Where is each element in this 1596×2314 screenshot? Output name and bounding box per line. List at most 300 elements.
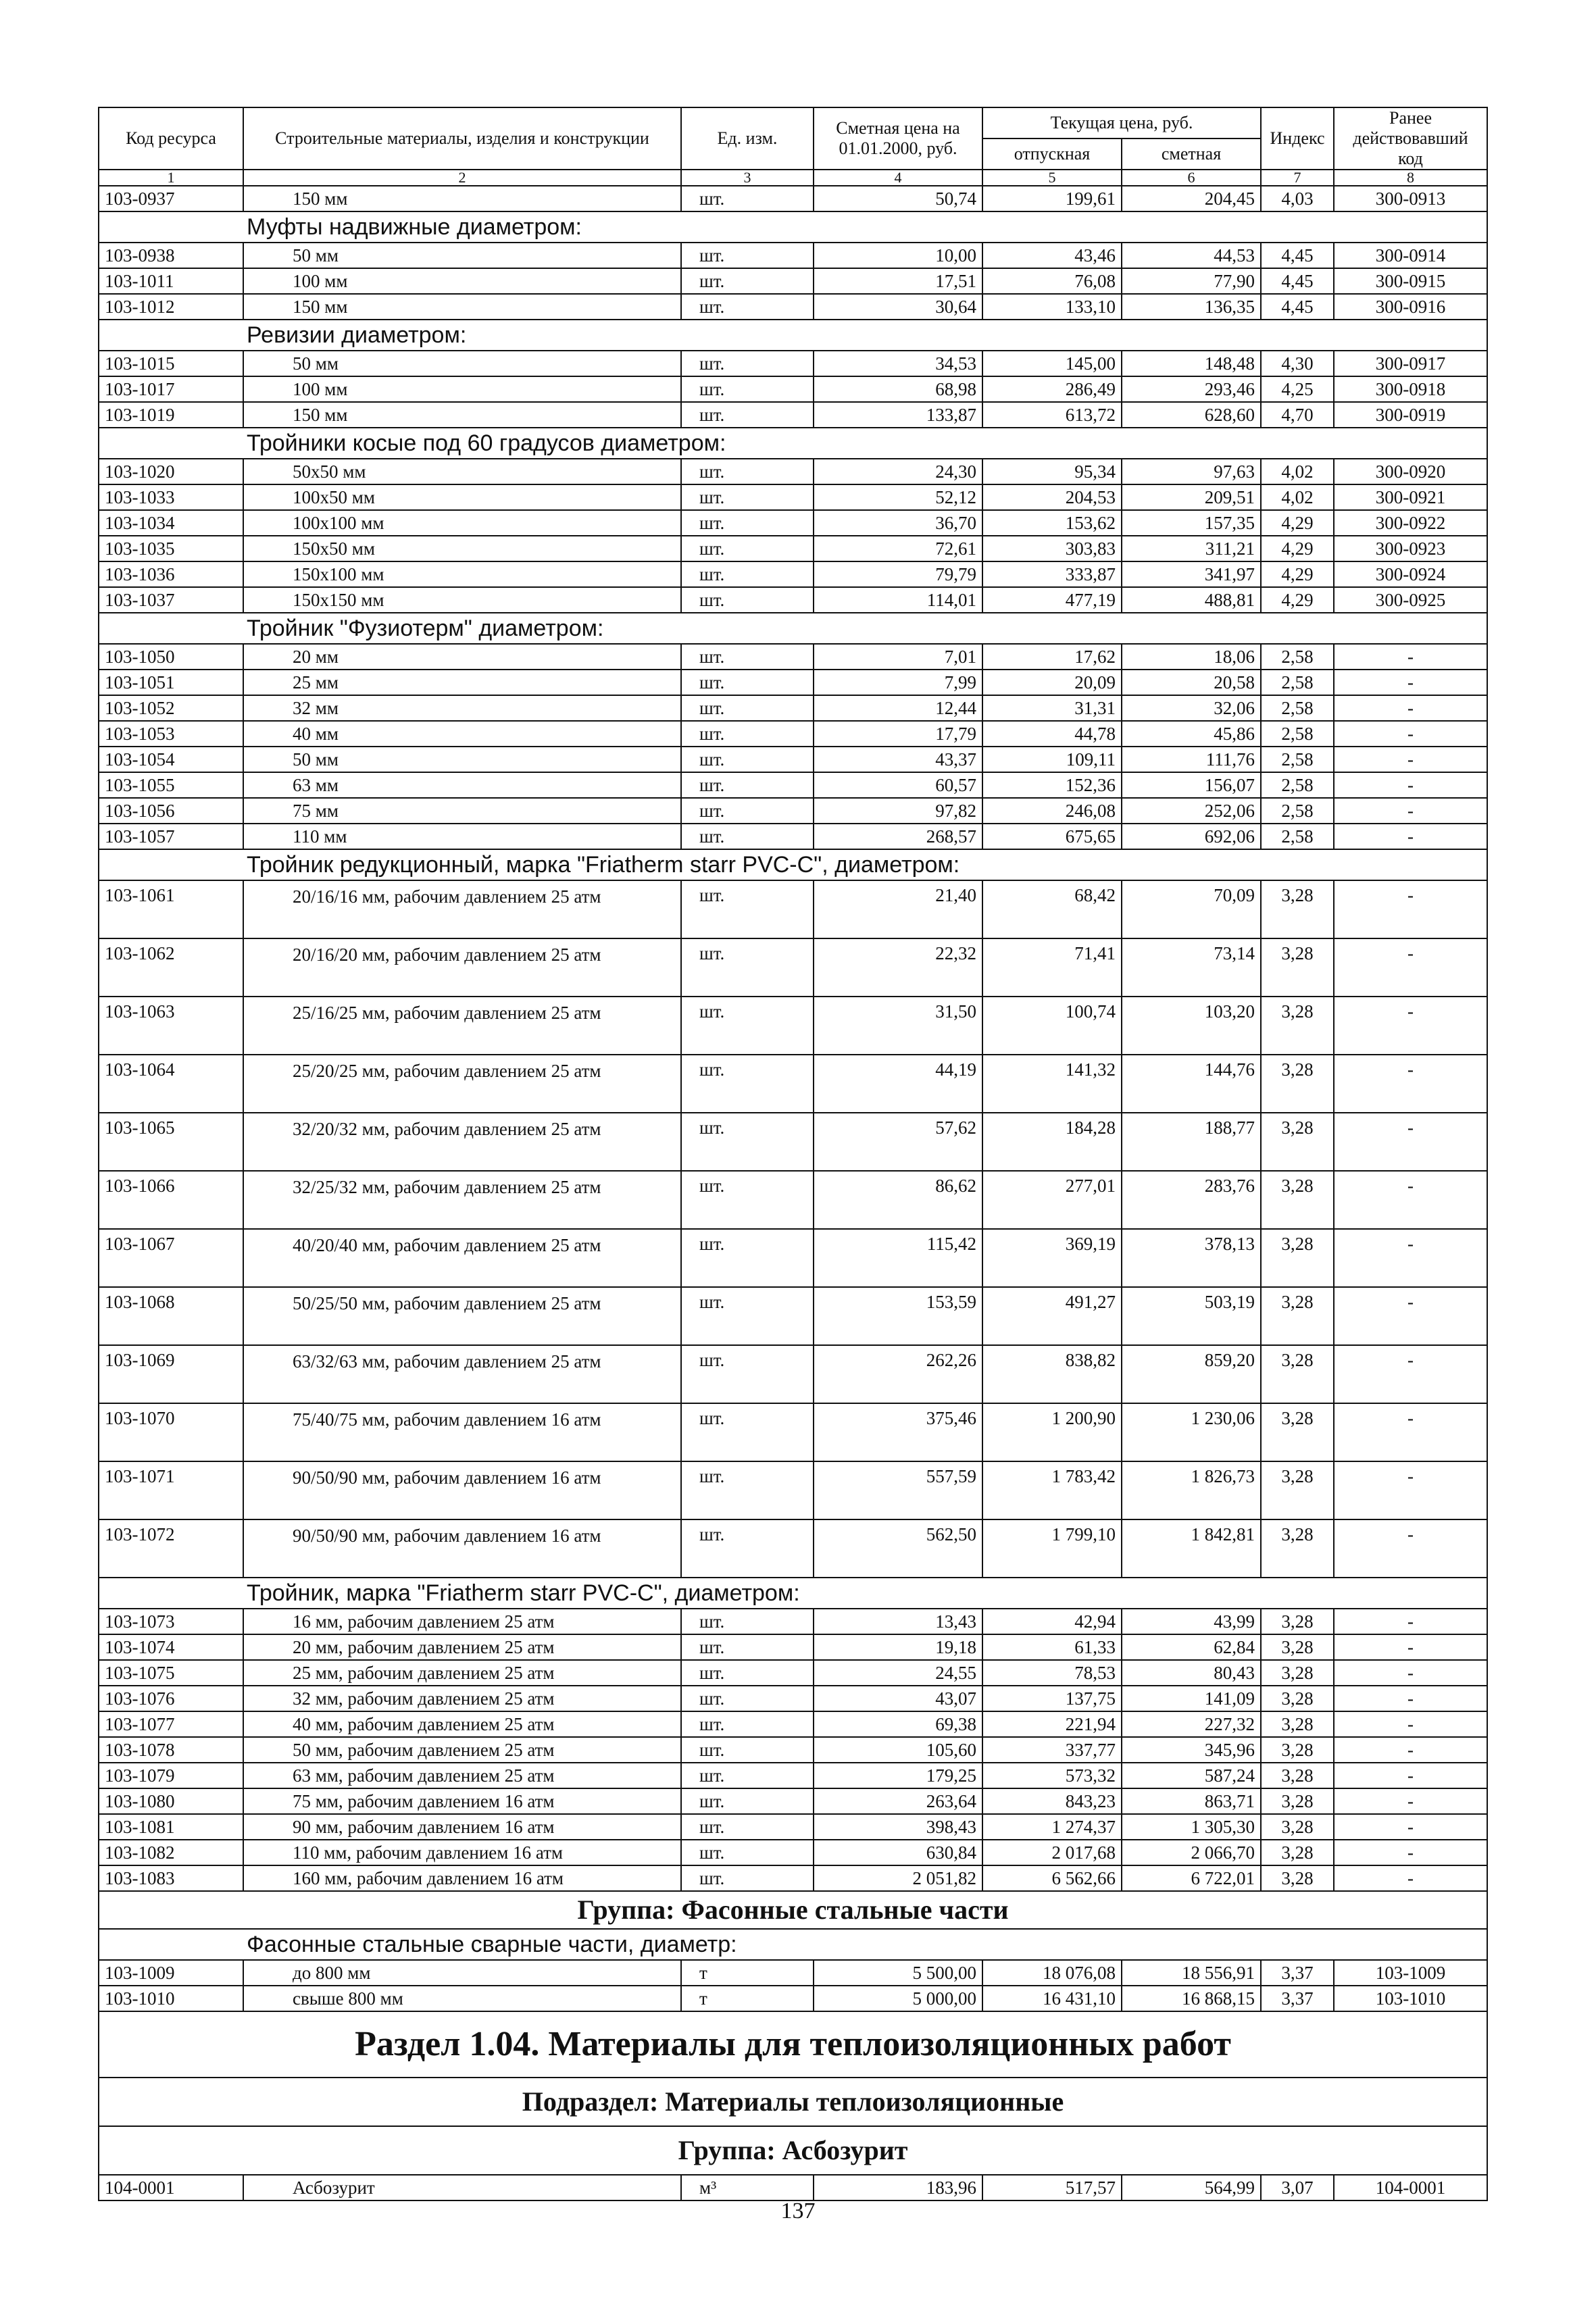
cell-code: 103-1080 [99, 1788, 243, 1814]
cell-code: 103-1019 [99, 402, 243, 428]
cell-estimate-price: 6 722,01 [1122, 1865, 1261, 1891]
cell-estimate-price: 73,14 [1122, 938, 1261, 997]
cell-unit: шт. [681, 1865, 814, 1891]
page-number: 137 [780, 2198, 816, 2223]
cell-code: 104-0001 [99, 2175, 243, 2200]
cell-unit: т [681, 1960, 814, 1986]
table-row [99, 351, 1487, 376]
cell-code: 103-1017 [99, 376, 243, 402]
cell-unit: шт. [681, 510, 814, 536]
table-body [99, 186, 1487, 2200]
cell-unit: шт. [681, 644, 814, 670]
cell-release-price: 152,36 [982, 772, 1122, 798]
header-base-price: Сметная цена на 01.01.2000, руб. [814, 107, 982, 170]
cell-prev-code: 103-1010 [1334, 1986, 1487, 2011]
cell-prev-code: - [1334, 1660, 1487, 1686]
cell-name: 100х100 мм [243, 510, 681, 536]
cell-unit: шт. [681, 294, 814, 320]
cell-release-price: 675,65 [982, 824, 1122, 849]
cell-estimate-price: 503,19 [1122, 1287, 1261, 1345]
cell-base-price: 43,37 [814, 747, 982, 772]
group-heading-row [99, 1578, 1487, 1609]
cell-name: 50х50 мм [243, 459, 681, 484]
cell-estimate-price: 564,99 [1122, 2175, 1261, 2200]
cell-code: 103-1051 [99, 670, 243, 695]
cell-index: 2,58 [1261, 695, 1334, 721]
table-row [99, 1519, 1487, 1578]
cell-unit: шт. [681, 536, 814, 561]
cell-prev-code: - [1334, 1171, 1487, 1229]
cell-estimate-price: 692,06 [1122, 824, 1261, 849]
cell-name: 25/16/25 мм, рабочим давлением 25 атм [243, 997, 681, 1055]
cell-unit: шт. [681, 587, 814, 613]
cell-prev-code: - [1334, 1345, 1487, 1403]
cell-release-price: 337,77 [982, 1737, 1122, 1763]
cell-base-price: 17,79 [814, 721, 982, 747]
cell-release-price: 246,08 [982, 798, 1122, 824]
cell-prev-code: - [1334, 1609, 1487, 1634]
cell-name: 90 мм, рабочим давлением 16 атм [243, 1814, 681, 1840]
cell-index: 3,28 [1261, 1660, 1334, 1686]
cell-code: 103-0937 [99, 186, 243, 211]
cell-unit: шт. [681, 561, 814, 587]
cell-base-price: 52,12 [814, 484, 982, 510]
table-row [99, 561, 1487, 587]
cell-code: 103-1068 [99, 1287, 243, 1345]
cell-prev-code: 300-0917 [1334, 351, 1487, 376]
cell-estimate-price: 863,71 [1122, 1788, 1261, 1814]
cell-base-price: 630,84 [814, 1840, 982, 1865]
cell-code: 103-1082 [99, 1840, 243, 1865]
cell-estimate-price: 62,84 [1122, 1634, 1261, 1660]
table-row [99, 1634, 1487, 1660]
cell-release-price: 76,08 [982, 268, 1122, 294]
group-title-row [99, 1891, 1487, 1929]
cell-base-price: 50,74 [814, 186, 982, 211]
cell-base-price: 97,82 [814, 798, 982, 824]
cell-base-price: 263,64 [814, 1788, 982, 1814]
section-title-row [99, 2011, 1487, 2078]
cell-code: 103-1073 [99, 1609, 243, 1634]
cell-name: 63 мм [243, 772, 681, 798]
cell-name: 150 мм [243, 294, 681, 320]
cell-code: 103-1081 [99, 1814, 243, 1840]
cell-prev-code: - [1334, 1519, 1487, 1578]
cell-estimate-price: 45,86 [1122, 721, 1261, 747]
cell-base-price: 44,19 [814, 1055, 982, 1113]
cell-name: 32/25/32 мм, рабочим давлением 25 атм [243, 1171, 681, 1229]
table-row [99, 695, 1487, 721]
cell-estimate-price: 628,60 [1122, 402, 1261, 428]
cell-name: 32 мм, рабочим давлением 25 атм [243, 1686, 681, 1711]
cell-release-price: 2 017,68 [982, 1840, 1122, 1865]
header-release-price: отпускная [982, 139, 1122, 170]
table-row [99, 772, 1487, 798]
cell-index: 3,28 [1261, 1814, 1334, 1840]
cell-base-price: 34,53 [814, 351, 982, 376]
cell-estimate-price: 378,13 [1122, 1229, 1261, 1287]
cell-estimate-price: 252,06 [1122, 798, 1261, 824]
cell-name: 32/20/32 мм, рабочим давлением 25 атм [243, 1113, 681, 1171]
cell-estimate-price: 1 230,06 [1122, 1403, 1261, 1461]
cell-index: 2,58 [1261, 772, 1334, 798]
table-row [99, 1403, 1487, 1461]
cell-code: 103-1074 [99, 1634, 243, 1660]
cell-name: Асбозурит [243, 2175, 681, 2200]
cell-code: 103-1075 [99, 1660, 243, 1686]
cell-prev-code: - [1334, 1711, 1487, 1737]
cell-code: 103-1062 [99, 938, 243, 997]
cell-release-price: 44,78 [982, 721, 1122, 747]
cell-name: 75 мм [243, 798, 681, 824]
cell-code: 103-1053 [99, 721, 243, 747]
cell-release-price: 204,53 [982, 484, 1122, 510]
cell-base-price: 17,51 [814, 268, 982, 294]
cell-code: 103-1010 [99, 1986, 243, 2011]
cell-unit: шт. [681, 402, 814, 428]
table-row [99, 721, 1487, 747]
cell-prev-code: - [1334, 1403, 1487, 1461]
cell-name: 150х100 мм [243, 561, 681, 587]
cell-release-price: 42,94 [982, 1609, 1122, 1634]
cell-name: 40/20/40 мм, рабочим давлением 25 атм [243, 1229, 681, 1287]
cell-name: 75/40/75 мм, рабочим давлением 16 атм [243, 1403, 681, 1461]
header-number: 8 [1334, 170, 1487, 186]
cell-unit: шт. [681, 997, 814, 1055]
cell-prev-code: 300-0914 [1334, 243, 1487, 268]
group-title: Группа: Фасонные стальные части [99, 1891, 1487, 1929]
cell-base-price: 69,38 [814, 1711, 982, 1737]
cell-index: 3,28 [1261, 1634, 1334, 1660]
cell-release-price: 491,27 [982, 1287, 1122, 1345]
table-row [99, 1865, 1487, 1891]
cell-index: 3,37 [1261, 1960, 1334, 1986]
cell-base-price: 12,44 [814, 695, 982, 721]
cell-code: 103-0938 [99, 243, 243, 268]
cell-prev-code: 300-0924 [1334, 561, 1487, 587]
cell-index: 3,28 [1261, 997, 1334, 1055]
cell-prev-code: - [1334, 721, 1487, 747]
cell-index: 2,58 [1261, 824, 1334, 849]
cell-prev-code: 300-0918 [1334, 376, 1487, 402]
cell-name: 20 мм [243, 644, 681, 670]
cell-unit: шт. [681, 1814, 814, 1840]
cell-index: 3,28 [1261, 1711, 1334, 1737]
cell-name: 160 мм, рабочим давлением 16 атм [243, 1865, 681, 1891]
group-heading: Ревизии диаметром: [99, 320, 1487, 351]
cell-release-price: 153,62 [982, 510, 1122, 536]
cell-code: 103-1057 [99, 824, 243, 849]
cell-prev-code: - [1334, 644, 1487, 670]
cell-code: 103-1020 [99, 459, 243, 484]
cell-base-price: 5 500,00 [814, 1960, 982, 1986]
cell-base-price: 114,01 [814, 587, 982, 613]
cell-release-price: 95,34 [982, 459, 1122, 484]
cell-base-price: 133,87 [814, 402, 982, 428]
cell-release-price: 277,01 [982, 1171, 1122, 1229]
cell-index: 3,28 [1261, 880, 1334, 938]
cell-estimate-price: 283,76 [1122, 1171, 1261, 1229]
cell-prev-code: - [1334, 695, 1487, 721]
cell-code: 103-1015 [99, 351, 243, 376]
cell-base-price: 398,43 [814, 1814, 982, 1840]
cell-code: 103-1077 [99, 1711, 243, 1737]
cell-base-price: 19,18 [814, 1634, 982, 1660]
cell-release-price: 71,41 [982, 938, 1122, 997]
table-row [99, 1287, 1487, 1345]
cell-unit: шт. [681, 798, 814, 824]
cell-name: 50 мм [243, 747, 681, 772]
cell-base-price: 115,42 [814, 1229, 982, 1287]
subsection-title-row [99, 2078, 1487, 2126]
cell-release-price: 133,10 [982, 294, 1122, 320]
table-row [99, 459, 1487, 484]
cell-estimate-price: 20,58 [1122, 670, 1261, 695]
table-row [99, 268, 1487, 294]
table-row [99, 1345, 1487, 1403]
cell-prev-code: - [1334, 1113, 1487, 1171]
cell-estimate-price: 103,20 [1122, 997, 1261, 1055]
cell-base-price: 31,50 [814, 997, 982, 1055]
cell-prev-code: 103-1009 [1334, 1960, 1487, 1986]
cell-estimate-price: 227,32 [1122, 1711, 1261, 1737]
cell-release-price: 17,62 [982, 644, 1122, 670]
cell-index: 3,28 [1261, 938, 1334, 997]
cell-estimate-price: 156,07 [1122, 772, 1261, 798]
cell-estimate-price: 32,06 [1122, 695, 1261, 721]
cell-prev-code: - [1334, 1634, 1487, 1660]
cell-index: 2,58 [1261, 644, 1334, 670]
section-title: Раздел 1.04. Материалы для теплоизоляционных работ [99, 2011, 1487, 2078]
cell-unit: шт. [681, 1763, 814, 1788]
cell-code: 103-1076 [99, 1686, 243, 1711]
cell-unit: шт. [681, 824, 814, 849]
group-heading: Тройник редукционный, марка "Friatherm starr PVC-C", диаметром: [99, 849, 1487, 880]
cell-estimate-price: 1 826,73 [1122, 1461, 1261, 1519]
group-heading: Тройник "Фузиотерм" диаметром: [99, 613, 1487, 644]
cell-base-price: 557,59 [814, 1461, 982, 1519]
cell-base-price: 10,00 [814, 243, 982, 268]
cell-code: 103-1078 [99, 1737, 243, 1763]
cell-unit: шт. [681, 459, 814, 484]
table-row [99, 1711, 1487, 1737]
table-row [99, 243, 1487, 268]
cell-name: 50 мм [243, 351, 681, 376]
cell-unit: шт. [681, 772, 814, 798]
cell-base-price: 7,99 [814, 670, 982, 695]
cell-unit: шт. [681, 1609, 814, 1634]
cell-prev-code: 300-0925 [1334, 587, 1487, 613]
cell-base-price: 36,70 [814, 510, 982, 536]
header-number: 2 [243, 170, 681, 186]
cell-index: 3,28 [1261, 1171, 1334, 1229]
cell-index: 4,70 [1261, 402, 1334, 428]
cell-unit: шт. [681, 1287, 814, 1345]
cell-release-price: 1 799,10 [982, 1519, 1122, 1578]
group-heading-row [99, 428, 1487, 459]
cell-release-price: 68,42 [982, 880, 1122, 938]
header-number: 6 [1122, 170, 1261, 186]
cell-base-price: 68,98 [814, 376, 982, 402]
cell-code: 103-1083 [99, 1865, 243, 1891]
cell-unit: шт. [681, 1660, 814, 1686]
cell-base-price: 183,96 [814, 2175, 982, 2200]
table-row [99, 1113, 1487, 1171]
cell-index: 4,29 [1261, 536, 1334, 561]
cell-unit: шт. [681, 938, 814, 997]
cell-prev-code: - [1334, 1763, 1487, 1788]
cell-name: 32 мм [243, 695, 681, 721]
cell-index: 4,03 [1261, 186, 1334, 211]
cell-prev-code: - [1334, 1737, 1487, 1763]
cell-unit: шт. [681, 1634, 814, 1660]
cell-code: 103-1035 [99, 536, 243, 561]
header-current-price: Текущая цена, руб. [982, 107, 1261, 139]
cell-release-price: 613,72 [982, 402, 1122, 428]
cell-estimate-price: 97,63 [1122, 459, 1261, 484]
cell-unit: шт. [681, 1686, 814, 1711]
cell-prev-code: - [1334, 1865, 1487, 1891]
cell-name: до 800 мм [243, 1960, 681, 1986]
cell-name: 90/50/90 мм, рабочим давлением 16 атм [243, 1461, 681, 1519]
cell-release-price: 1 783,42 [982, 1461, 1122, 1519]
cell-estimate-price: 44,53 [1122, 243, 1261, 268]
table-row [99, 1660, 1487, 1686]
cell-estimate-price: 18 556,91 [1122, 1960, 1261, 1986]
table-row [99, 2175, 1487, 2200]
table-row [99, 294, 1487, 320]
cell-index: 3,28 [1261, 1461, 1334, 1519]
cell-code: 103-1063 [99, 997, 243, 1055]
cell-prev-code: 300-0919 [1334, 402, 1487, 428]
cell-estimate-price: 488,81 [1122, 587, 1261, 613]
cell-base-price: 13,43 [814, 1609, 982, 1634]
table-row [99, 747, 1487, 772]
cell-index: 3,28 [1261, 1865, 1334, 1891]
cell-release-price: 43,46 [982, 243, 1122, 268]
group-heading: Фасонные стальные сварные части, диаметр: [99, 1929, 1487, 1960]
cell-unit: шт. [681, 1519, 814, 1578]
cell-base-price: 5 000,00 [814, 1986, 982, 2011]
cell-release-price: 184,28 [982, 1113, 1122, 1171]
cell-release-price: 31,31 [982, 695, 1122, 721]
cell-unit: шт. [681, 670, 814, 695]
cell-unit: шт. [681, 268, 814, 294]
price-table [98, 107, 1488, 2201]
cell-release-price: 477,19 [982, 587, 1122, 613]
cell-unit: шт. [681, 1711, 814, 1737]
cell-name: свыше 800 мм [243, 1986, 681, 2011]
cell-unit: шт. [681, 1345, 814, 1403]
cell-index: 3,28 [1261, 1686, 1334, 1711]
cell-prev-code: - [1334, 1287, 1487, 1345]
table-row [99, 824, 1487, 849]
cell-estimate-price: 209,51 [1122, 484, 1261, 510]
cell-index: 2,58 [1261, 747, 1334, 772]
cell-code: 103-1011 [99, 268, 243, 294]
cell-index: 3,28 [1261, 1403, 1334, 1461]
table-row [99, 1609, 1487, 1634]
cell-name: 20 мм, рабочим давлением 25 атм [243, 1634, 681, 1660]
table-row [99, 1055, 1487, 1113]
cell-release-price: 1 274,37 [982, 1814, 1122, 1840]
cell-unit: т [681, 1986, 814, 2011]
cell-base-price: 7,01 [814, 644, 982, 670]
header-index: Индекс [1261, 107, 1334, 170]
table-row [99, 1171, 1487, 1229]
table-header [99, 107, 1487, 186]
cell-release-price: 1 200,90 [982, 1403, 1122, 1461]
cell-code: 103-1009 [99, 1960, 243, 1986]
cell-code: 103-1036 [99, 561, 243, 587]
cell-index: 4,02 [1261, 484, 1334, 510]
cell-unit: шт. [681, 747, 814, 772]
cell-estimate-price: 188,77 [1122, 1113, 1261, 1171]
cell-base-price: 57,62 [814, 1113, 982, 1171]
cell-code: 103-1071 [99, 1461, 243, 1519]
cell-estimate-price: 587,24 [1122, 1763, 1261, 1788]
table-row [99, 587, 1487, 613]
cell-name: 100 мм [243, 376, 681, 402]
cell-unit: шт. [681, 186, 814, 211]
cell-prev-code: - [1334, 1229, 1487, 1287]
cell-code: 103-1079 [99, 1763, 243, 1788]
table-row [99, 1960, 1487, 1986]
cell-base-price: 2 051,82 [814, 1865, 982, 1891]
cell-estimate-price: 70,09 [1122, 880, 1261, 938]
cell-base-price: 105,60 [814, 1737, 982, 1763]
cell-prev-code: 300-0916 [1334, 294, 1487, 320]
cell-unit: шт. [681, 1113, 814, 1171]
cell-estimate-price: 77,90 [1122, 268, 1261, 294]
header-number: 5 [982, 170, 1122, 186]
cell-estimate-price: 136,35 [1122, 294, 1261, 320]
table-row [99, 670, 1487, 695]
cell-release-price: 199,61 [982, 186, 1122, 211]
table-row [99, 484, 1487, 510]
cell-prev-code: 104-0001 [1334, 2175, 1487, 2200]
cell-index: 2,58 [1261, 721, 1334, 747]
cell-estimate-price: 2 066,70 [1122, 1840, 1261, 1865]
cell-prev-code: 300-0920 [1334, 459, 1487, 484]
cell-release-price: 61,33 [982, 1634, 1122, 1660]
cell-base-price: 86,62 [814, 1171, 982, 1229]
cell-code: 103-1050 [99, 644, 243, 670]
cell-index: 4,02 [1261, 459, 1334, 484]
cell-base-price: 72,61 [814, 536, 982, 561]
cell-estimate-price: 341,97 [1122, 561, 1261, 587]
cell-base-price: 562,50 [814, 1519, 982, 1578]
cell-code: 103-1061 [99, 880, 243, 938]
cell-unit: м³ [681, 2175, 814, 2200]
cell-prev-code: 300-0915 [1334, 268, 1487, 294]
cell-name: 150 мм [243, 186, 681, 211]
cell-unit: шт. [681, 880, 814, 938]
cell-code: 103-1033 [99, 484, 243, 510]
cell-release-price: 109,11 [982, 747, 1122, 772]
cell-estimate-price: 1 842,81 [1122, 1519, 1261, 1578]
cell-code: 103-1034 [99, 510, 243, 536]
cell-release-price: 100,74 [982, 997, 1122, 1055]
cell-prev-code: - [1334, 1461, 1487, 1519]
cell-name: 110 мм [243, 824, 681, 849]
table-row [99, 402, 1487, 428]
cell-release-price: 6 562,66 [982, 1865, 1122, 1891]
cell-name: 25 мм, рабочим давлением 25 атм [243, 1660, 681, 1686]
header-name: Строительные материалы, изделия и конструкции [243, 107, 681, 170]
group-title-row [99, 2126, 1487, 2175]
table-row [99, 997, 1487, 1055]
